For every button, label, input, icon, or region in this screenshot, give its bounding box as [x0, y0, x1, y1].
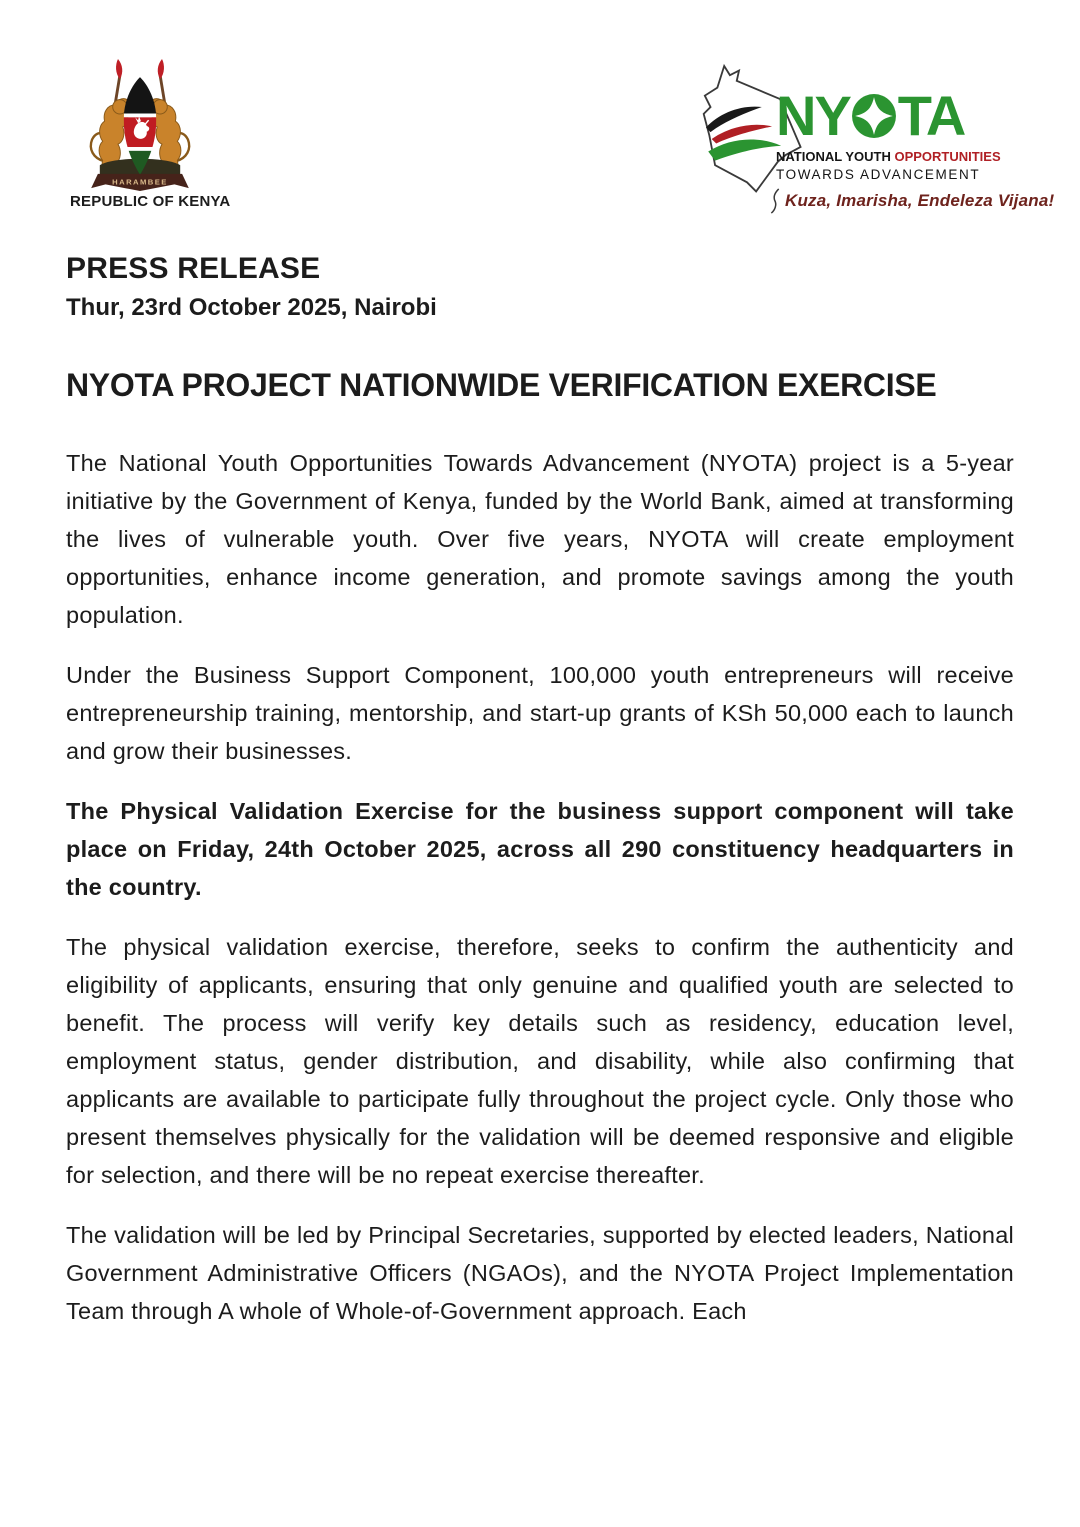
paragraph-intro: The National Youth Opportunities Towards Advancement (NYOTA) project is a 5-year initiative by the Government of Kenya, funded by the World Bank, aimed at transforming the lives of vulnerable youth. Over five years, NYOTA will create employment opportunities, enhance income generation, and promote savings among the youth population. [66, 450, 1014, 628]
kenya-coat-of-arms [70, 58, 231, 210]
nyota-name-line1 [776, 149, 1000, 164]
nyota-tagline: Kuza, Imarisha, Endeleza Vijana! [785, 191, 1055, 210]
nyota-logo [690, 60, 1055, 210]
nyota-wordmark [776, 84, 1000, 147]
harambee-banner-icon [91, 174, 189, 191]
nyota-wordmark-prefix: NY [776, 84, 850, 147]
paragraph-validation-purpose: The physical validation exercise, therefore, seeks to confirm the authenticity and eligibility of applicants, ensuring that only genuine and qualified youth are selected to benefit. The process will verify key details such as residency, education level, employment status, gender distribution, and disability, while also confirming that applicants are available to participate fully throughout the project cycle. Only those who present themselves physically for the validation will be deemed responsive and eligible for selection, and there will be no repeat exercise thereafter. [66, 934, 1014, 1188]
paragraph-validation-date: The Physical Validation Exercise for the business support component will take place on Friday, 24th October 2025, across all 290 constituency headquarters in the country. [66, 798, 1014, 900]
harambee-banner-text: HARAMBEE [112, 177, 168, 187]
dateline: Thur, 23rd October 2025, Nairobi [66, 294, 437, 321]
kenya-emblem-caption: REPUBLIC OF KENYA [70, 193, 231, 210]
nyota-name-line2: TOWARDS ADVANCEMENT [776, 167, 981, 182]
document-body [66, 252, 1014, 1330]
nyota-logo-text [776, 84, 1055, 214]
paragraph-business-support: Under the Business Support Component, 100,000 youth entrepreneurs will receive entrepreneurship training, mentorship, and start-up grants of KSh 50,000 each to launch and grow their businesses. [66, 662, 1014, 764]
press-release-heading: PRESS RELEASE [66, 252, 321, 285]
document-title: NYOTA PROJECT NATIONWIDE VERIFICATION EXERCISE [66, 367, 937, 403]
paragraph-validation-leadership: The validation will be led by Principal Secretaries, supported by elected leaders, National Government Administrative Officers (NGAOs), and the NYOTA Project Implementation Team through A whole of Whole-of-Government approach. Each [66, 1222, 1014, 1324]
star-o-icon [851, 93, 897, 139]
nyota-name-red: OPPORTUNITIES [894, 149, 1001, 164]
tagline-flourish-icon [770, 188, 780, 214]
nyota-tagline-row [770, 188, 1055, 214]
nyota-name-black: NATIONAL YOUTH [776, 149, 895, 164]
kenya-coat-of-arms-icon [73, 58, 207, 192]
nyota-wordmark-suffix: TA [897, 84, 965, 147]
